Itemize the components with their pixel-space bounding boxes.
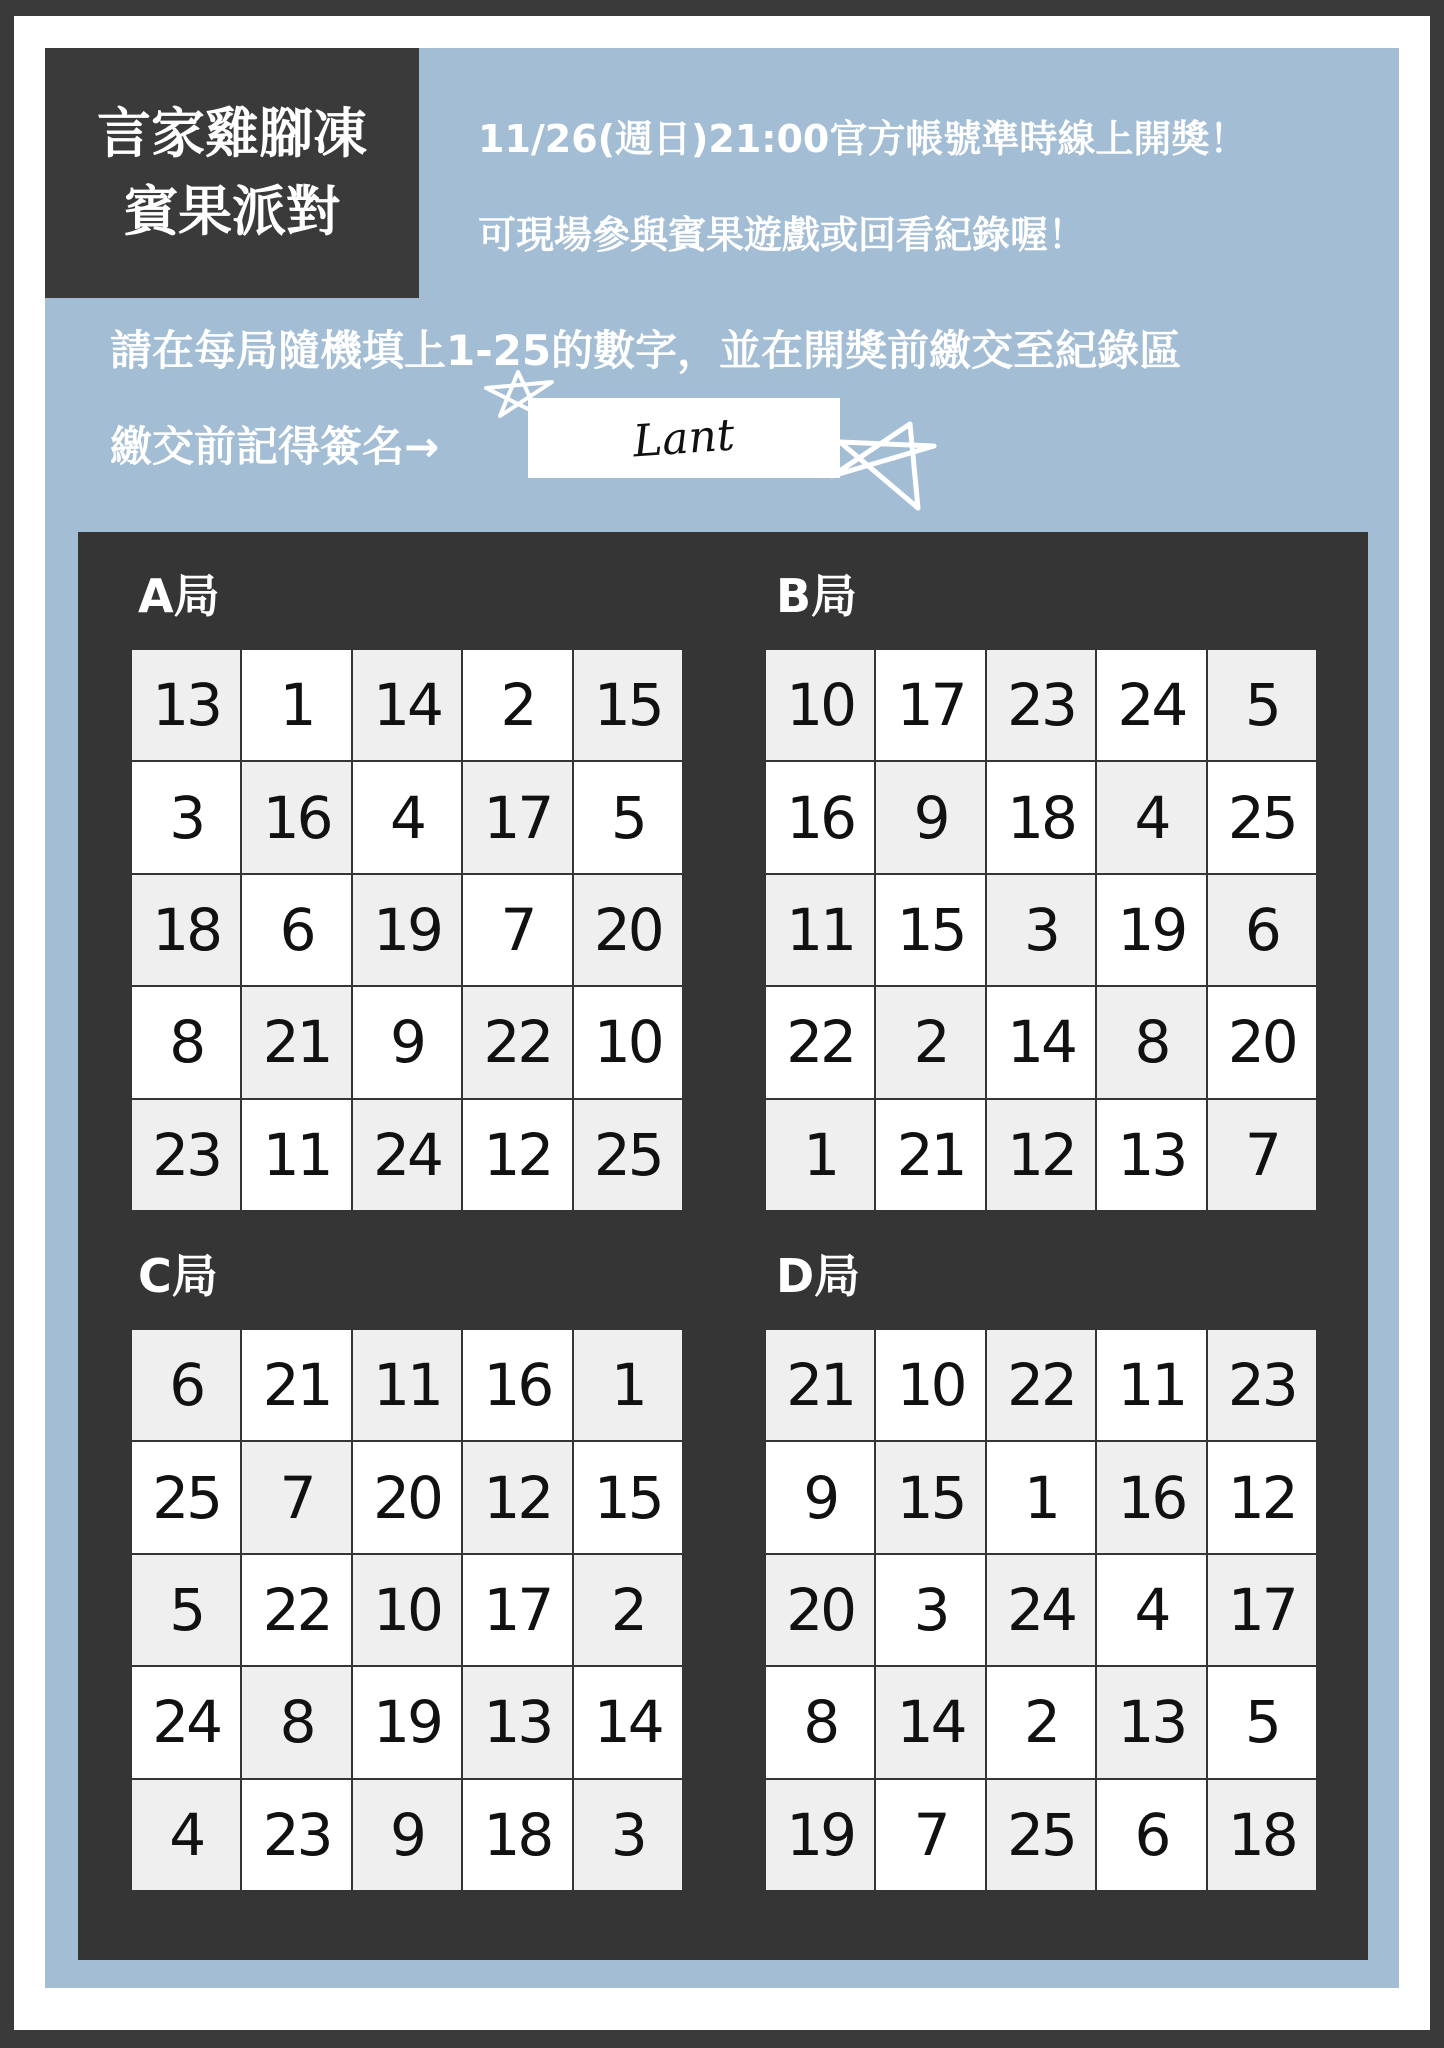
- bingo-cell: 13: [1097, 1100, 1205, 1210]
- bingo-cell: 12: [987, 1100, 1095, 1210]
- bingo-cell: 16: [1097, 1442, 1205, 1552]
- bingo-cell: 24: [1097, 650, 1205, 760]
- bingo-cell: 6: [1097, 1780, 1205, 1890]
- bingo-cell: 21: [242, 987, 350, 1097]
- bingo-cell: 14: [987, 987, 1095, 1097]
- bingo-cell: 11: [766, 875, 874, 985]
- bingo-cell: 8: [766, 1667, 874, 1777]
- bingo-cell: 10: [574, 987, 682, 1097]
- bingo-cell: 4: [1097, 1555, 1205, 1665]
- bingo-cell: 23: [1208, 1330, 1316, 1440]
- title-line-1: 言家雞腳凍: [97, 101, 367, 165]
- bingo-cell: 11: [242, 1100, 350, 1210]
- bingo-cell: 14: [574, 1667, 682, 1777]
- bingo-cell: 23: [242, 1780, 350, 1890]
- bingo-cell: 24: [987, 1555, 1095, 1665]
- bingo-cell: 22: [987, 1330, 1095, 1440]
- instruction-fill-numbers: 請在每局隨機填上1-25的數字，並在開獎前繳交至紀錄區: [110, 326, 1182, 375]
- instruction-signature: 繳交前記得簽名→: [110, 422, 440, 471]
- bingo-cell: 10: [876, 1330, 984, 1440]
- bingo-card-d: [766, 1330, 1316, 1890]
- bingo-cell: 19: [353, 1667, 461, 1777]
- bingo-cell: 7: [463, 875, 571, 985]
- bingo-cell: 25: [574, 1100, 682, 1210]
- bingo-cell: 18: [987, 762, 1095, 872]
- bingo-card-b: [766, 650, 1316, 1210]
- event-datetime: 11/26(週日)21:00官方帳號準時線上開獎！: [478, 117, 1248, 161]
- bingo-cell: 25: [987, 1780, 1095, 1890]
- bingo-cell: 9: [353, 1780, 461, 1890]
- bingo-cell: 8: [1097, 987, 1205, 1097]
- bingo-cell: 5: [1208, 1667, 1316, 1777]
- bingo-cell: 3: [987, 875, 1095, 985]
- bingo-cell: 25: [132, 1442, 240, 1552]
- bingo-cell: 17: [463, 762, 571, 872]
- bingo-cell: 12: [463, 1100, 571, 1210]
- bingo-cell: 19: [766, 1780, 874, 1890]
- bingo-cell: 24: [353, 1100, 461, 1210]
- bingo-cell: 15: [574, 650, 682, 760]
- bingo-cell: 20: [766, 1555, 874, 1665]
- bingo-cell: 17: [1208, 1555, 1316, 1665]
- bingo-cell: 14: [353, 650, 461, 760]
- bingo-cell: 8: [242, 1667, 350, 1777]
- bingo-cell: 3: [132, 762, 240, 872]
- bingo-cell: 22: [463, 987, 571, 1097]
- bingo-cell: 2: [574, 1555, 682, 1665]
- bingo-card-a: [132, 650, 682, 1210]
- bingo-cell: 24: [132, 1667, 240, 1777]
- bingo-cell: 16: [766, 762, 874, 872]
- bingo-cell: 9: [876, 762, 984, 872]
- event-note: 可現場參與賓果遊戲或回看紀錄喔！: [478, 213, 1087, 257]
- bingo-cell: 19: [353, 875, 461, 985]
- bingo-cell: 23: [132, 1100, 240, 1210]
- bingo-cell: 10: [766, 650, 874, 760]
- bingo-cell: 8: [132, 987, 240, 1097]
- signature-text: Lant: [631, 409, 737, 467]
- bingo-cell: 25: [1208, 762, 1316, 872]
- bingo-cell: 15: [876, 875, 984, 985]
- bingo-cell: 12: [463, 1442, 571, 1552]
- bingo-cell: 13: [1097, 1667, 1205, 1777]
- bingo-cell: 18: [1208, 1780, 1316, 1890]
- bingo-cell: 20: [574, 875, 682, 985]
- bingo-cell: 2: [876, 987, 984, 1097]
- bingo-cell: 22: [766, 987, 874, 1097]
- bingo-cell: 13: [463, 1667, 571, 1777]
- bingo-cell: 19: [1097, 875, 1205, 985]
- bingo-cell: 14: [876, 1667, 984, 1777]
- bingo-cell: 4: [353, 762, 461, 872]
- bingo-cell: 6: [1208, 875, 1316, 985]
- bingo-cell: 16: [463, 1330, 571, 1440]
- round-b-label: B局: [776, 569, 858, 623]
- bingo-cell: 9: [353, 987, 461, 1097]
- bingo-cell: 7: [876, 1780, 984, 1890]
- bingo-cell: 18: [132, 875, 240, 985]
- bingo-cell: 5: [132, 1555, 240, 1665]
- round-c-label: C局: [138, 1249, 218, 1303]
- bingo-cell: 4: [1097, 762, 1205, 872]
- bingo-cell: 7: [1208, 1100, 1316, 1210]
- round-d-label: D局: [776, 1249, 861, 1303]
- title-line-2: 賓果派對: [124, 180, 340, 243]
- signature-box[interactable]: [528, 398, 840, 478]
- bingo-cell: 13: [132, 650, 240, 760]
- bingo-cell: 2: [987, 1667, 1095, 1777]
- bingo-cell: 20: [1208, 987, 1316, 1097]
- bingo-cell: 15: [574, 1442, 682, 1552]
- bingo-cell: 1: [766, 1100, 874, 1210]
- bingo-cell: 2: [463, 650, 571, 760]
- bingo-cell: 5: [574, 762, 682, 872]
- bingo-cell: 11: [1097, 1330, 1205, 1440]
- bingo-cell: 22: [242, 1555, 350, 1665]
- bingo-cell: 17: [463, 1555, 571, 1665]
- bingo-cell: 6: [132, 1330, 240, 1440]
- bingo-cell: 1: [242, 650, 350, 760]
- bingo-cell: 1: [987, 1442, 1095, 1552]
- bingo-card-c: [132, 1330, 682, 1890]
- bingo-cell: 16: [242, 762, 350, 872]
- bingo-cell: 3: [574, 1780, 682, 1890]
- bingo-cell: 9: [766, 1442, 874, 1552]
- bingo-cell: 11: [353, 1330, 461, 1440]
- bingo-cell: 4: [132, 1780, 240, 1890]
- title-box: [45, 48, 419, 298]
- bingo-cell: 1: [574, 1330, 682, 1440]
- bingo-cell: 18: [463, 1780, 571, 1890]
- bingo-cell: 15: [876, 1442, 984, 1552]
- bingo-cell: 20: [353, 1442, 461, 1552]
- bingo-cell: 12: [1208, 1442, 1316, 1552]
- bingo-cell: 6: [242, 875, 350, 985]
- round-a-label: A局: [138, 569, 220, 623]
- bingo-cell: 21: [242, 1330, 350, 1440]
- bingo-cell: 21: [766, 1330, 874, 1440]
- bingo-cell: 17: [876, 650, 984, 760]
- bingo-cell: 21: [876, 1100, 984, 1210]
- bingo-cell: 5: [1208, 650, 1316, 760]
- star-doodle-large: [822, 416, 942, 516]
- bingo-cell: 10: [353, 1555, 461, 1665]
- bingo-cell: 23: [987, 650, 1095, 760]
- bingo-cell: 7: [242, 1442, 350, 1552]
- bingo-cell: 3: [876, 1555, 984, 1665]
